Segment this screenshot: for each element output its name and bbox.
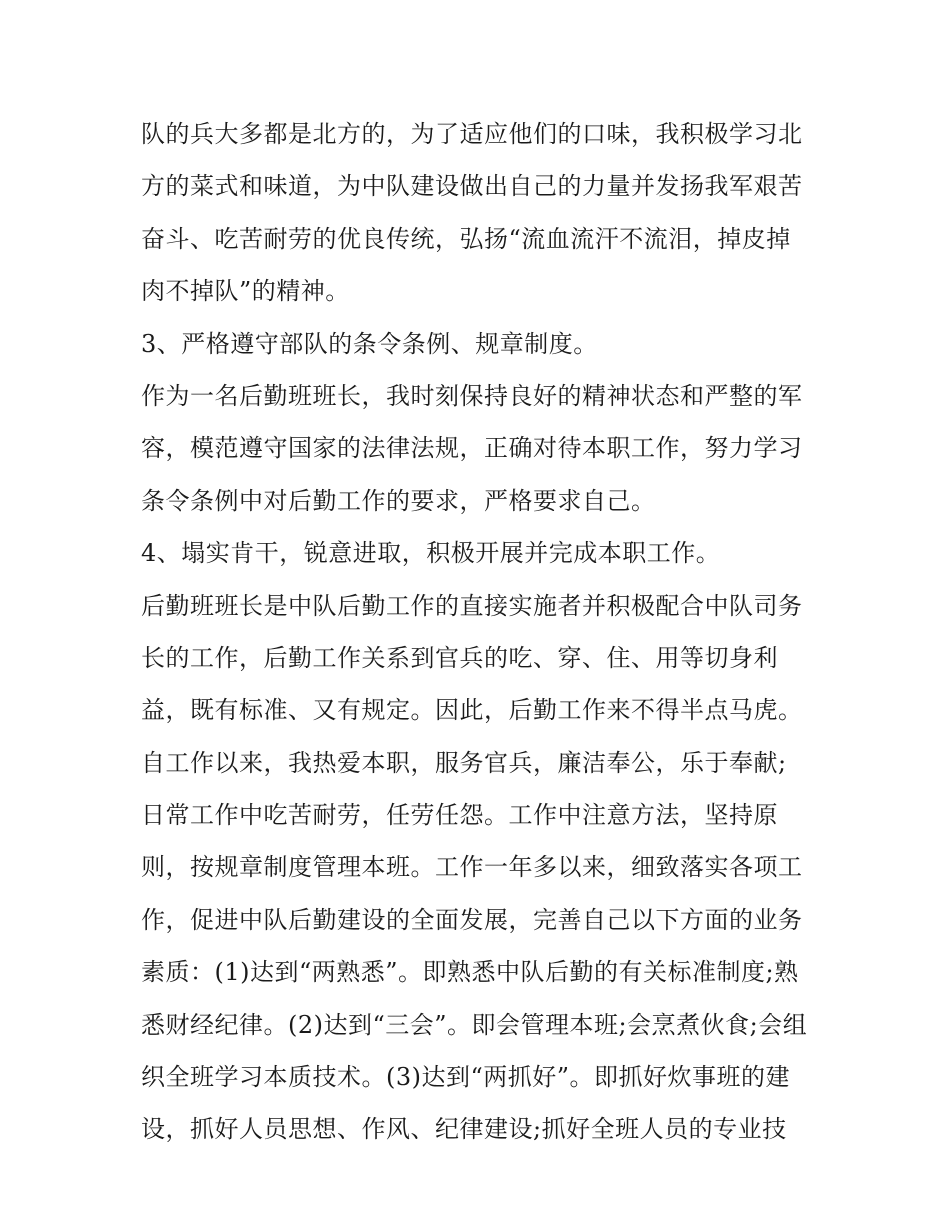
text-line: 悉财经纪律。(2)达到“三会”。即会管理本班;会烹煮伙食;会组 [141, 1010, 808, 1039]
document-body [141, 108, 821, 1156]
text-line: 则，按规章制度管理本班。工作一年多以来，细致落实各项工 [141, 853, 803, 882]
text-line: 织全班学习本质技术。(3)达到“两抓好”。即抓好炊事班的建 [141, 1063, 791, 1092]
text-line: 奋斗、吃苦耐劳的优良传统，弘扬“流血流汗不流泪，掉皮掉 [141, 224, 791, 253]
text-line: 条令条例中对后勤工作的要求，严格要求自己。 [141, 486, 656, 515]
section-heading-3: 3、严格遵守部队的条令条例、规章制度。 [141, 329, 598, 358]
text-line: 肉不掉队”的精神。 [141, 277, 350, 306]
text-line: 长的工作，后勤工作关系到官兵的吃、穿、住、用等切身利 [141, 643, 778, 672]
text-line: 方的菜式和味道，为中队建设做出自己的力量并发扬我军艰苦 [141, 172, 803, 201]
text-line: 后勤班班长是中队后勤工作的直接实施者并积极配合中队司务 [141, 591, 803, 620]
section-heading-4: 4、塌实肯干，锐意进取，积极开展并完成本职工作。 [141, 539, 721, 568]
text-line: 队的兵大多都是北方的，为了适应他们的口味，我积极学习北 [141, 120, 803, 148]
text-line: 设，抓好人员思想、作风、纪律建设;抓好全班人员的专业技 [141, 1115, 787, 1144]
text-line: 自工作以来，我热爱本职，服务官兵，廉洁奉公，乐于奉献; [141, 748, 787, 777]
text-line: 容，模范遵守国家的法律法规，正确对待本职工作，努力学习 [141, 434, 803, 463]
text-line: 益，既有标准、又有规定。因此，后勤工作来不得半点马虎。 [141, 696, 803, 725]
text-line: 素质：(1)达到“两熟悉”。即熟悉中队后勤的有关标准制度;熟 [141, 958, 799, 987]
text-line: 日常工作中吃苦耐劳，任劳任怨。工作中注意方法，坚持原 [141, 801, 778, 830]
text-line: 作为一名后勤班班长，我时刻保持良好的精神状态和严整的军 [141, 381, 803, 410]
text-line: 作，促进中队后勤建设的全面发展，完善自己以下方面的业务 [141, 905, 803, 934]
